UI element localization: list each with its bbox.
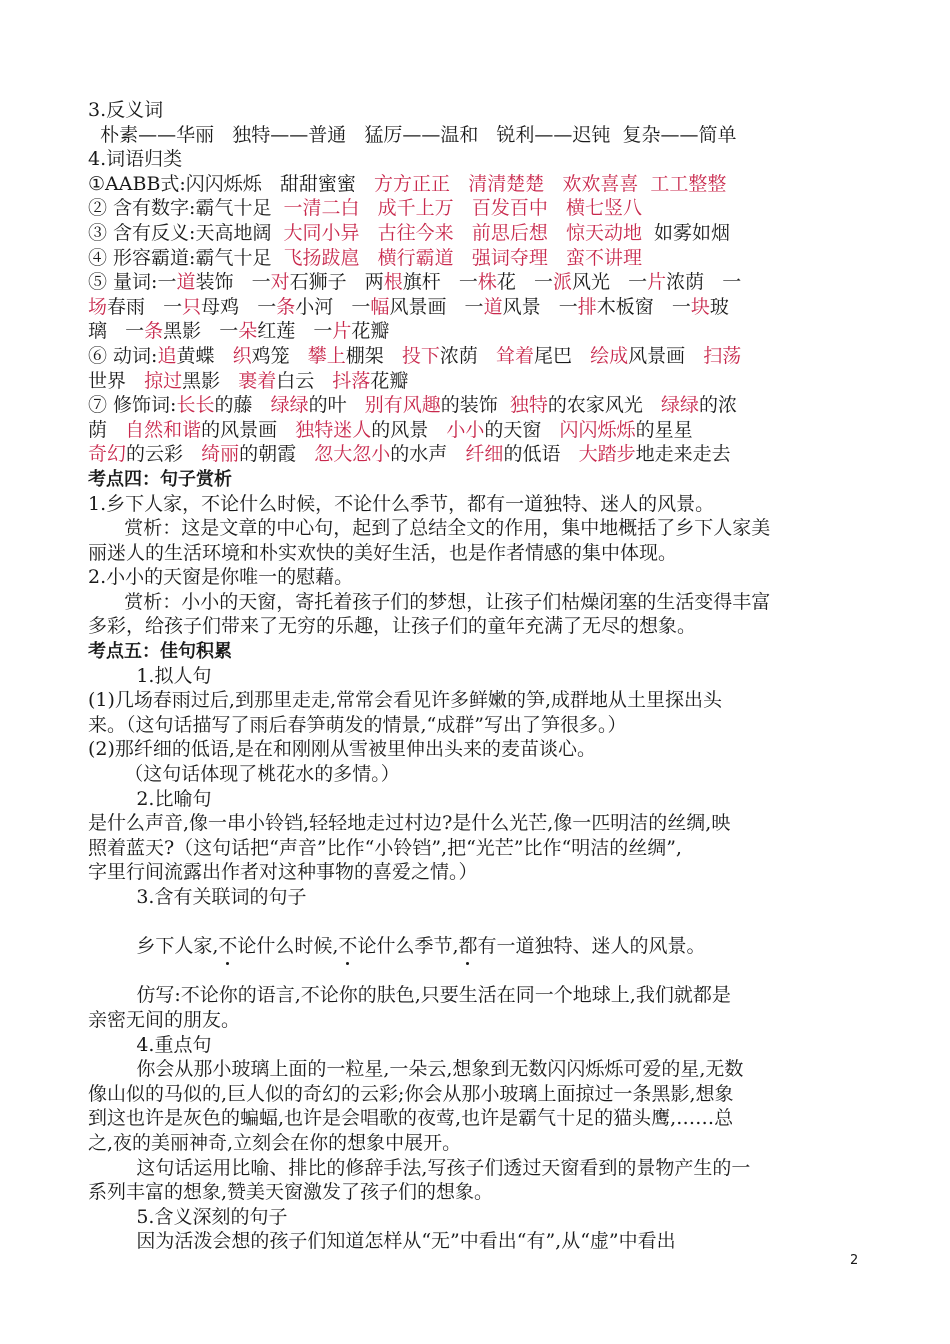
text-segment: 的天窗 <box>484 418 560 441</box>
text-line <box>88 565 868 590</box>
text-segment: 照着蓝天?（这句话把“声音”比作“小铃铛”,把“光芒”比作“明洁的丝绸”, <box>88 836 682 859</box>
highlighted-word: 横行霸道 <box>377 246 454 269</box>
text-segment: 鸡笼 <box>251 344 308 367</box>
text-line <box>88 270 868 295</box>
highlighted-word: 根 <box>383 271 403 294</box>
text-segment: 2.比喻句 <box>88 787 212 810</box>
text-segment: 红莲 一 <box>257 320 333 343</box>
text-segment: ①AABB式:闪闪烁烁 甜甜蜜蜜 <box>88 172 375 195</box>
highlighted-word: 株 <box>477 271 497 294</box>
text-segment: 白云 <box>276 369 333 392</box>
text-line <box>88 492 868 517</box>
highlighted-word: 忽大忽小 <box>314 443 391 466</box>
text-segment: 棚架 <box>345 344 402 367</box>
text-segment: ④ 形容霸道:霸气十足 <box>88 246 284 269</box>
text-segment: 母鸡 一 <box>201 295 277 318</box>
text-segment: 你会从那小玻璃上面的一粒星,一朵云,想象到无数闪闪烁烁可爱的星,无数 <box>88 1058 744 1081</box>
highlighted-word: 大踏步 <box>578 443 636 466</box>
text-segment: 1.乡下人家，不论什么时候，不论什么季节，都有一道独特、迷人的风景。 <box>88 492 715 515</box>
text-line <box>88 910 868 935</box>
text-segment: 风景画 一 <box>389 295 484 318</box>
highlighted-word: 场 <box>88 295 108 318</box>
text-segment: 花 一 <box>496 271 554 294</box>
highlighted-word: 闪闪烁烁 <box>559 418 636 441</box>
text-segment: ② 含有数字:霸气十足 <box>88 197 284 220</box>
highlighted-word: 片 <box>647 271 667 294</box>
text-segment: 字里行间流露出作者对这种事物的喜爱之情。） <box>88 861 478 884</box>
text-line <box>88 762 868 787</box>
text-segment <box>360 197 378 219</box>
text-segment: 黄蝶 <box>176 344 233 367</box>
text-segment: 2.小小的天窗是你唯一的慰藉。 <box>88 566 354 589</box>
highlighted-word: 飞扬跋扈 <box>283 246 360 269</box>
text-segment: 丽迷人的生活环境和朴实欢快的美好生活，也是作者情感的集中体现。 <box>88 541 678 564</box>
text-line <box>88 196 868 221</box>
highlighted-word: 前思后想 <box>471 221 548 244</box>
text-segment: 石狮子 两 <box>289 271 384 294</box>
text-segment: 因为活泼会想的孩子们知道怎样从“无”中看出“有”,从“虚”中看出 <box>88 1230 676 1253</box>
highlighted-word: 绘成 <box>590 344 629 367</box>
highlighted-word: 一清二白 <box>283 197 360 220</box>
text-segment: 地走来走去 <box>635 443 731 466</box>
text-segment: 风景 一 <box>502 295 578 318</box>
highlighted-word: 片 <box>332 320 352 343</box>
highlighted-word: 条 <box>144 320 164 343</box>
text-line <box>88 1106 868 1131</box>
text-line <box>88 319 868 344</box>
text-segment: 的藤 <box>214 394 271 417</box>
text-segment: 玻 <box>709 295 729 318</box>
text-line <box>88 147 868 172</box>
text-segment: 亲密无间的朋友。 <box>88 1008 241 1031</box>
text-line <box>88 836 868 861</box>
highlighted-word: 绿绿 <box>660 394 699 417</box>
highlighted-word: 成千上万 <box>377 197 454 220</box>
text-segment: 来。（这句话描写了雨后春笋萌发的情景,“成群”写出了笋很多。） <box>88 713 627 736</box>
section-heading: 考点四：句子赏析 <box>88 468 232 490</box>
text-line <box>88 516 868 541</box>
text-line <box>88 934 868 959</box>
highlighted-word: 道 <box>176 271 196 294</box>
text-segment: 木板窗 一 <box>596 295 691 318</box>
text-segment: 的浓 <box>699 394 738 417</box>
text-segment: 风光 一 <box>572 271 648 294</box>
highlighted-word: 块 <box>690 295 710 318</box>
text-segment: 有一道独特、迷人的风景。 <box>477 935 706 958</box>
text-segment: 春雨 一 <box>107 295 183 318</box>
text-line <box>88 860 868 885</box>
text-line <box>88 221 868 246</box>
text-line <box>88 983 868 1008</box>
text-segment: 的朝霞 <box>239 443 315 466</box>
text-segment: 4.词语归类 <box>88 148 183 171</box>
text-segment: ⑦ 修饰词: <box>88 394 177 417</box>
text-line <box>88 442 868 467</box>
text-segment: 是什么声音,像一串小铃铛,轻轻地走过村边?是什么光芒,像一匹明洁的丝绸,映 <box>88 812 731 835</box>
text-segment: 璃 一 <box>88 320 145 343</box>
text-line <box>88 172 868 197</box>
text-segment <box>450 173 468 195</box>
highlighted-word: 奇幻 <box>88 443 127 466</box>
text-segment: 论什么时候, <box>237 935 339 958</box>
highlighted-word: 抖落 <box>332 369 371 392</box>
text-line <box>88 98 868 123</box>
text-segment: 3.含有关联词的句子 <box>88 886 307 908</box>
highlighted-word: 裹着 <box>238 369 277 392</box>
text-line <box>88 1033 868 1058</box>
text-segment <box>360 222 378 244</box>
text-segment <box>548 247 566 269</box>
text-line <box>88 959 868 984</box>
text-segment: 旗杆 一 <box>402 271 478 294</box>
text-segment: 赏析：这是文章的中心句，起到了总结全文的作用，集中地概括了乡下人家美 <box>88 517 771 540</box>
highlighted-word: 大同小异 <box>283 221 360 244</box>
text-line <box>88 713 868 738</box>
text-segment <box>548 222 566 244</box>
highlighted-word: 纤细 <box>465 443 504 466</box>
text-segment <box>548 197 566 219</box>
text-line <box>88 737 868 762</box>
document-body <box>88 98 868 1254</box>
highlighted-word: 蛮不讲理 <box>565 246 642 269</box>
text-line <box>88 467 868 492</box>
highlighted-word: 派 <box>553 271 573 294</box>
text-segment: 多彩，给孩子们带来了无穷的乐趣，让孩子们的童年充满了无尽的想象。 <box>88 615 697 638</box>
highlighted-word: 绿绿 <box>270 394 309 417</box>
text-segment: 赏析：小小的天窗，寄托着孩子们的梦想，让孩子们枯燥闭塞的生活变得丰富 <box>88 590 771 613</box>
text-line <box>88 344 868 369</box>
text-line <box>88 369 868 394</box>
text-line <box>88 664 868 689</box>
highlighted-word: 攀上 <box>307 344 346 367</box>
highlighted-word: 古往今来 <box>377 221 454 244</box>
text-line <box>88 1082 868 1107</box>
highlighted-word: 耸着 <box>496 344 535 367</box>
text-line <box>88 885 868 910</box>
highlighted-word: 小小 <box>446 418 485 441</box>
highlighted-word: 百发百中 <box>471 197 548 220</box>
highlighted-word: 对 <box>270 271 290 294</box>
text-line <box>88 1008 868 1033</box>
text-line <box>88 418 868 443</box>
text-segment: 的水声 <box>390 443 466 466</box>
text-segment: 的云彩 <box>126 443 202 466</box>
text-segment: 的低语 <box>503 443 579 466</box>
highlighted-word: 条 <box>276 295 296 318</box>
text-segment: 荫 <box>88 418 126 441</box>
highlighted-word: 长长 <box>176 394 215 417</box>
text-segment: ⑥ 动词: <box>88 344 158 367</box>
highlighted-word: 幅 <box>370 295 390 318</box>
highlighted-word: 只 <box>182 295 202 318</box>
highlighted-word: 强词夺理 <box>471 246 548 269</box>
text-segment: 系列丰富的想象,赞美天窗激发了孩子们的想象。 <box>88 1181 494 1204</box>
text-segment: 乡下人家, <box>88 935 219 958</box>
section-heading: 考点五：佳句积累 <box>88 641 232 663</box>
highlighted-word: 方方正正 <box>374 172 451 195</box>
highlighted-word: 自然和谐 <box>125 418 202 441</box>
text-line <box>88 590 868 615</box>
text-segment: 小河 一 <box>295 295 371 318</box>
text-segment: 朴素——华丽 独特——普通 猛厉——温和 锐利——迟钝 复杂——简单 <box>88 123 737 146</box>
highlighted-word: 清清楚楚 <box>468 172 545 195</box>
highlighted-word: 排 <box>577 295 597 318</box>
emphasis-dot-char: 都 <box>458 935 478 958</box>
text-segment: 浓荫 <box>439 344 497 367</box>
highlighted-word: 欢欢喜喜 工工整整 <box>562 172 727 195</box>
text-segment: 风景画 <box>628 344 704 367</box>
text-segment <box>544 173 562 195</box>
text-segment: 的星星 <box>635 418 693 441</box>
text-segment <box>454 247 472 269</box>
text-segment: 尾巴 <box>534 344 591 367</box>
text-segment <box>454 222 472 244</box>
highlighted-word: 朵 <box>238 320 258 343</box>
text-line <box>88 1131 868 1156</box>
text-line <box>88 1057 868 1082</box>
text-segment: 的农家风光 <box>547 394 661 417</box>
emphasis-dot-char: 不 <box>218 935 238 958</box>
text-segment: (1)几场春雨过后,到那里走走,常常会看见许多鲜嫩的笋,成群地从土里探出头 <box>88 689 723 712</box>
text-segment <box>360 247 378 269</box>
text-segment <box>454 197 472 219</box>
highlighted-word: 绮丽 <box>201 443 240 466</box>
text-segment: 黑影 <box>182 369 239 392</box>
text-line <box>88 1156 868 1181</box>
text-line <box>88 1180 868 1205</box>
text-segment: 像山似的马似的,巨人似的奇幻的云彩;你会从那小玻璃上面掠过一条黑影,想象 <box>88 1082 734 1105</box>
text-segment: 这句话运用比喻、排比的修辞手法,写孩子们透过天窗看到的景物产生的一 <box>88 1156 751 1179</box>
text-segment: （这句话体现了桃花水的多情。） <box>88 763 400 786</box>
text-segment: 的风景画 <box>201 418 296 441</box>
text-line <box>88 123 868 148</box>
text-segment: 之,夜的美丽神奇,立刻会在你的想象中展开。 <box>88 1131 462 1154</box>
highlighted-word: 独特 <box>509 394 548 417</box>
highlighted-word: 道 <box>483 295 503 318</box>
highlighted-word: 别有风趣 <box>364 394 441 417</box>
text-line <box>88 393 868 418</box>
highlighted-word: 惊天动地 <box>565 221 642 244</box>
highlighted-word: 织 <box>232 344 252 367</box>
highlighted-word: 投下 <box>401 344 440 367</box>
text-segment: 论什么季节, <box>357 935 459 958</box>
text-segment: 的风景 <box>371 418 447 441</box>
page-number: 2 <box>850 1253 859 1268</box>
text-segment: ③ 含有反义:天高地阔 <box>88 221 284 244</box>
text-segment: 仿写:不论你的语言,不论你的肤色,只要生活在同一个地球上,我们就都是 <box>88 984 731 1007</box>
text-segment: 花瓣 <box>351 320 390 343</box>
emphasis-dot-char: 不 <box>338 935 358 958</box>
text-segment: 花瓣 <box>370 369 409 392</box>
highlighted-word: 横七竖八 <box>565 197 642 220</box>
text-line <box>88 614 868 639</box>
text-line <box>88 1205 868 1230</box>
text-segment: 的叶 <box>308 394 365 417</box>
highlighted-word: 独特迷人 <box>295 418 372 441</box>
text-segment: 如雾如烟 <box>641 221 731 244</box>
text-line <box>88 787 868 812</box>
text-line <box>88 246 868 271</box>
text-segment: 浓荫 一 <box>666 271 742 294</box>
text-segment: 3.反义词 <box>88 99 164 121</box>
text-segment: (2)那纤细的低语,是在和刚刚从雪被里伸出头来的麦苗谈心。 <box>88 738 596 761</box>
text-line <box>88 295 868 320</box>
text-segment: 世界 <box>88 369 145 392</box>
highlighted-word: 扫荡 <box>703 344 742 367</box>
text-line <box>88 639 868 664</box>
highlighted-word: 追 <box>157 344 177 367</box>
text-segment: 1.拟人句 <box>88 664 212 687</box>
text-line <box>88 1229 868 1254</box>
text-line <box>88 811 868 836</box>
text-segment: 的装饰 <box>440 394 510 417</box>
text-line <box>88 688 868 713</box>
highlighted-word: 掠过 <box>144 369 183 392</box>
text-line <box>88 541 868 566</box>
text-segment: 4.重点句 <box>88 1033 212 1056</box>
text-segment: ⑤ 量词:一 <box>88 271 177 294</box>
text-segment: 5.含义深刻的句子 <box>88 1205 288 1228</box>
text-segment: 到这也许是灰色的蝙蝠,也许是会唱歌的夜莺,也许是霸气十足的猫头鹰,……总 <box>88 1107 734 1130</box>
text-segment: 黑影 一 <box>163 320 239 343</box>
text-segment: 装饰 一 <box>195 271 271 294</box>
